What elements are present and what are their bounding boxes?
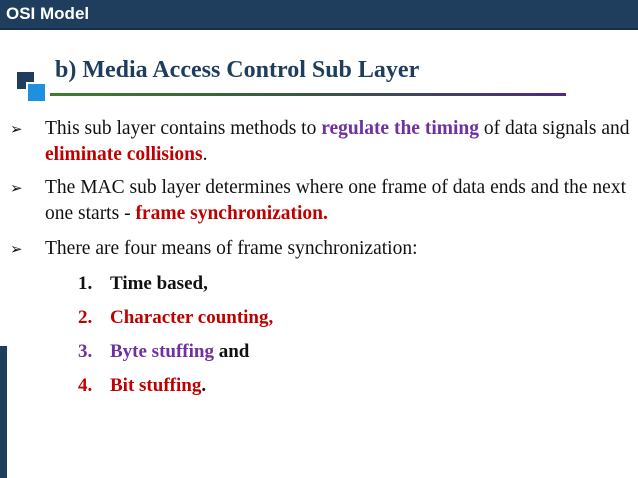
bullet-item bbox=[10, 116, 630, 168]
sub-item-text: Byte stuffing bbox=[110, 341, 214, 362]
sub-item-text: Bit stuffing bbox=[110, 375, 202, 396]
left-accent-bar bbox=[0, 346, 7, 478]
sub-item-number: 3. bbox=[78, 341, 93, 362]
bullet-text-part: . bbox=[202, 144, 208, 165]
sub-item-number: 1. bbox=[78, 273, 93, 294]
squares-logo-icon bbox=[17, 72, 47, 102]
bullet-text-part: of data signals and bbox=[479, 118, 630, 139]
sub-list-item bbox=[78, 375, 206, 397]
logo-light-square bbox=[26, 82, 47, 103]
sub-item-number: 2. bbox=[78, 307, 93, 328]
sub-item-text: Character counting, bbox=[110, 307, 274, 328]
arrowhead-bullet-icon: ➢ bbox=[10, 120, 23, 138]
bullet-item bbox=[10, 175, 630, 227]
sub-item-suffix: and bbox=[213, 341, 250, 362]
arrowhead-bullet-icon: ➢ bbox=[10, 240, 23, 258]
sub-list-item bbox=[78, 273, 208, 295]
sub-list-item bbox=[78, 341, 249, 363]
sub-item-number: 4. bbox=[78, 375, 93, 396]
highlight-purple: regulate the timing bbox=[321, 118, 479, 139]
bullet-text bbox=[45, 116, 630, 168]
arrowhead-bullet-icon: ➢ bbox=[10, 179, 23, 197]
sub-list-item bbox=[78, 307, 273, 329]
bullet-text-part: There are four means of frame synchronization: bbox=[45, 238, 418, 259]
highlight-red: eliminate collisions bbox=[45, 144, 203, 165]
bullet-text-part: This sub layer contains methods to bbox=[45, 118, 322, 139]
sub-item-suffix: . bbox=[201, 375, 207, 396]
bullet-text-part: The MAC sub layer determines where one frame of data ends and the next one starts - bbox=[45, 177, 627, 224]
bullet-item bbox=[10, 236, 630, 262]
highlight-red: frame synchronization. bbox=[135, 203, 328, 224]
header-bar bbox=[0, 0, 638, 30]
title-underline bbox=[50, 93, 566, 96]
sub-item-text: Time based, bbox=[110, 273, 208, 294]
bullet-text bbox=[45, 175, 630, 227]
slide-title: b) Media Access Control Sub Layer bbox=[55, 57, 420, 83]
bullet-text bbox=[45, 236, 630, 262]
header-title: OSI Model bbox=[6, 4, 90, 23]
